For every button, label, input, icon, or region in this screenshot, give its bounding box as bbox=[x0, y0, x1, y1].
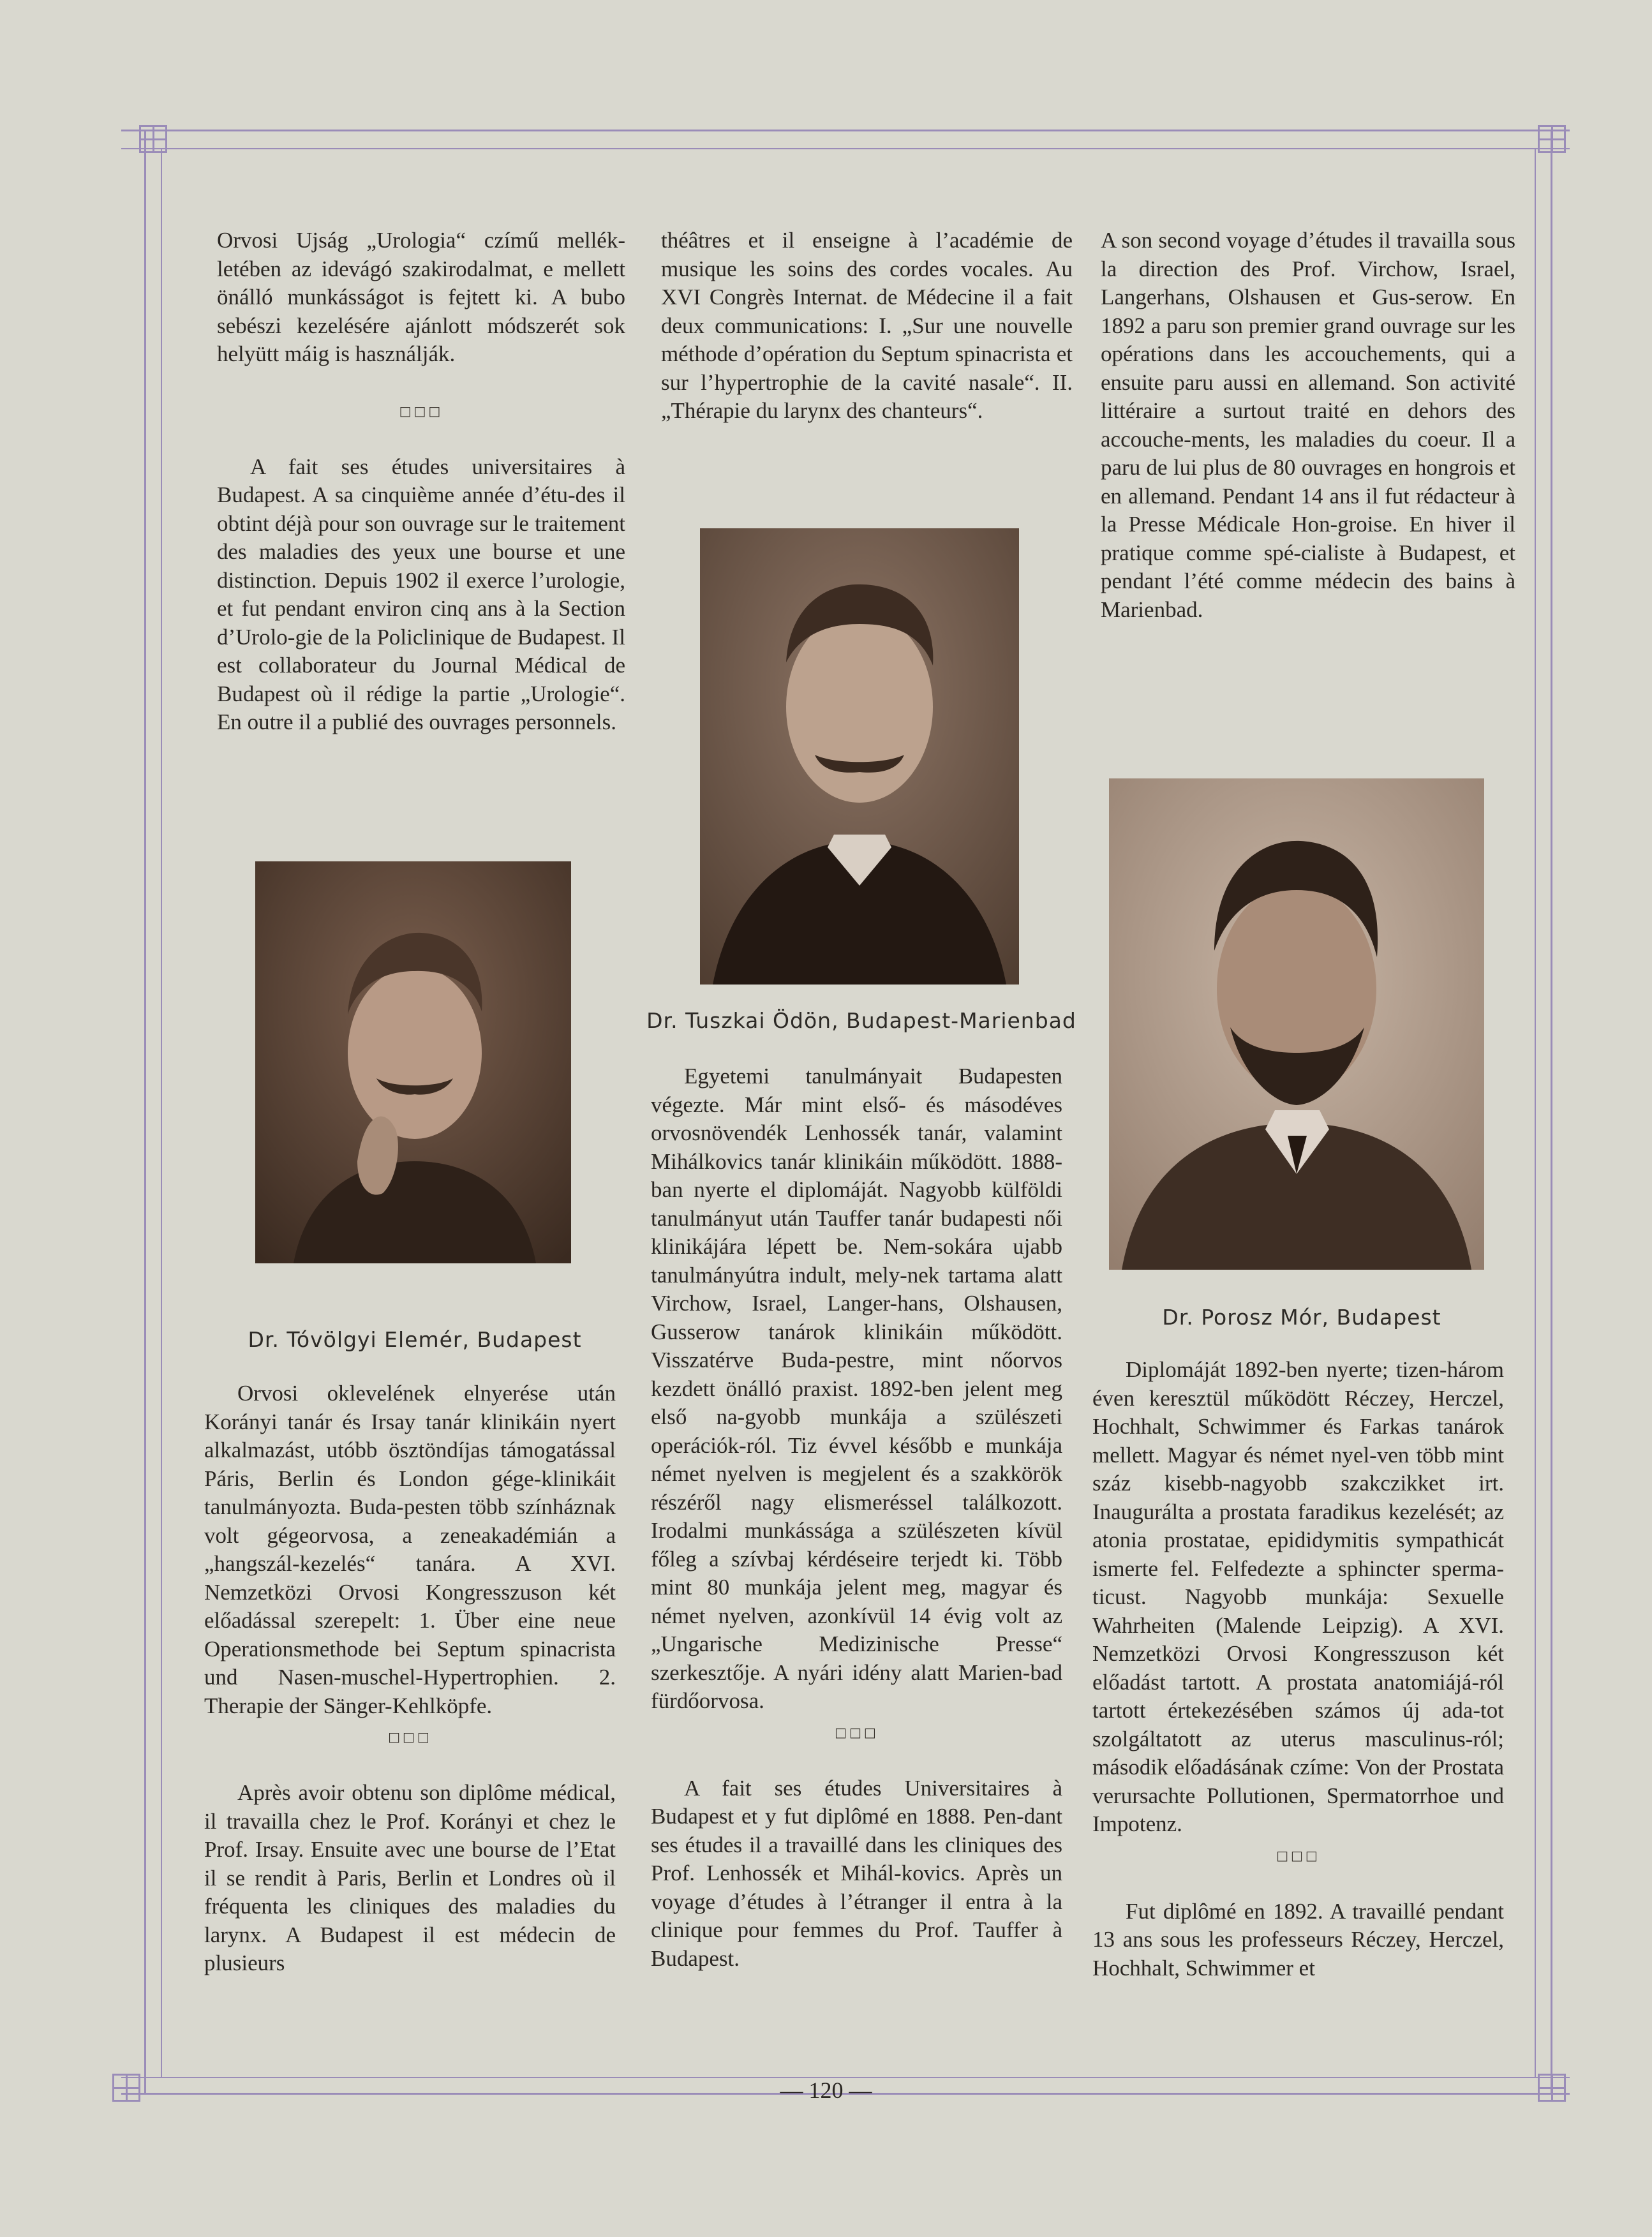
photo-caption-left: Dr. Tóvölgyi Elemér, Budapest bbox=[248, 1327, 582, 1352]
right-column-bottom bbox=[1092, 1356, 1504, 1982]
page-number: — 120 — bbox=[780, 2077, 872, 2103]
paragraph: Fut diplômé en 1892. A travaillé pendant 13 ans sous les professeurs Réczey, Herczel, Hochhalt, Schwimmer et bbox=[1092, 1898, 1504, 1981]
portrait-photo-tovolgyi bbox=[255, 861, 571, 1263]
section-separator: □□□ bbox=[388, 1729, 432, 1744]
section-separator: □□□ bbox=[1276, 1847, 1320, 1863]
paragraph: Après avoir obtenu son diplôme médical, il travailla chez le Prof. Korányi et chez le Prof. Irsay. Ensuite avec une bourse de l’Etat il se rendit à Paris, Berlin et Londres où il fréquenta les cliniques des maladies du larynx. A Budapest il est médecin de plusieurs bbox=[204, 1780, 616, 1975]
frame-top-inner bbox=[121, 148, 1570, 149]
frame-corner-ornament bbox=[139, 125, 167, 153]
frame-left-outer bbox=[144, 130, 146, 2095]
photo-caption-middle: Dr. Tuszkai Ödön, Budapest-Marienbad bbox=[646, 1008, 1076, 1033]
left-column-bottom bbox=[204, 1379, 616, 1978]
portrait-photo-tuszkai bbox=[700, 528, 1019, 985]
right-column-top bbox=[1101, 227, 1515, 624]
paragraph: A fait ses études Universitaires à Budapest et y fut diplômé en 1888. Pen-dant ses études il a travaillé dans les cliniques des Prof. Lenhossék et Mihál-kovics. Après un voyage d’études à l’étranger il entra à la clinique pour femmes du Prof. Tauffer à Budapest. bbox=[651, 1775, 1062, 1971]
paragraph: A son second voyage d’études il travailla sous la direction des Prof. Virchow, Israel, Langerhans, Olshausen et Gus-serow. En 1892 a paru son premier grand ouvrage sur les opérations dans les accouchements, qui a ensuite paru aussi en allemand. Son activité littéraire a surtout traité en dehors des accouche-ments, les maladies du coeur. Il a paru de lui plus de 80 ouvrages en hongrois et en allemand. Pendant 14 ans il fut rédacteur à la Presse Médicale Hon-groise. En hiver il pratique comme spé-cialiste à Budapest, et pendant l’été comme médecin des bains à Marienbad. bbox=[1101, 228, 1515, 622]
paragraph: théâtres et il enseigne à l’académie de musique les soins des cordes vocales. Au XVI Congrès Internat. de Médecine il a fait deux communications: I. „Sur une nouvelle méthode d’opération du Septum spinacrista et sur l’hypertrophie de la cavité nasale“. II. „Thérapie du larynx des chanteurs“. bbox=[661, 228, 1073, 423]
paragraph: Egyetemi tanulmányait Budapesten végezte. Már mint első- és másodéves orvosnövendék Lenhossék tanár, valamint Mihálkovics tanár klinikáin működött. 1888-ban nyerte el diplomáját. Nagyobb külföldi tanulmányut után Tauffer tanár budapesti női klinikájára lépett be. Nem-sokára ujabb tanulmányútra indult, mely-nek tartama alatt Virchow, Israel, Langer-hans, Olshausen, Gusserow tanárok klinikáin működött. Visszatérve Buda-pestre, mint nőorvos kezdett önálló praxist. 1892-ben jelent meg első na-gyobb munkája a szülészeti operációk-ról. Tiz évvel később e munkája német nyelven is megjelent és a szakkörök részéről nagy elismeréssel találkozott. Irodalmi munkássága a szülészeten kívül főleg a szívbaj kérdéseire terjedt ki. Több mint 80 munkája jelent meg, magyar és német nyelven, azonkívül 14 évig volt az „Ungarische Medizinische Presse“ szerkesztője. A nyári idény alatt Marien-bad fürdőorvosa. bbox=[651, 1064, 1062, 1713]
middle-column-top bbox=[661, 227, 1073, 426]
frame-right-outer bbox=[1551, 130, 1552, 2095]
middle-column-bottom bbox=[651, 1062, 1062, 1973]
paragraph: A fait ses études universitaires à Budapest. A sa cinquième année d’étu-des il obtint déjà pour son ouvrage sur le traitement des maladies des yeux une bourse et une distinction. Depuis 1902 il exerce l’urologie, et fut pendant environ cinq ans à la Section d’Urolo-gie de la Policlinique de Budapest. Il est collaborateur du Journal Médical de Budapest où il rédige la partie „Urologie“. En outre il a publié des ouvrages personnels. bbox=[217, 454, 625, 734]
portrait-photo-porosz bbox=[1109, 778, 1484, 1270]
photo-caption-right: Dr. Porosz Mór, Budapest bbox=[1162, 1305, 1441, 1330]
paragraph: Diplomáját 1892-ben nyerte; tizen-három éven keresztül működött Réczey, Herczel, Hochhalt, Schwimmer és Farkas tanárok mellett. Magyar és német nyel-ven több mint száz kisebb-nagyobb szakczikket irt. Inaugurálta a prostata faradikus kezelését; az atonia prostatae, epididymitis sympathicát ismerte fel. Felfedezte a sphincter sperma-ticust. Nagyobb munkája: Sexuelle Wahrheiten (Malende Leipzig). A XVI. Nemzetközi Orvosi Kongresszuson két előadást tartott. A prostata anatomiájá-ról tartott értekezésében számos új ada-tot szolgáltatott az uterus masculinus-ról; második előadásának czíme: Von der Prostata verursachte Pollutionen, Spermatorrhoe und Impotenz. bbox=[1092, 1357, 1504, 1836]
frame-top-outer bbox=[121, 130, 1570, 131]
section-separator: □□□ bbox=[835, 1724, 879, 1740]
paragraph: Orvosi oklevelének elnyerése után Korányi tanár és Irsay tanár klinikáin nyert alkalmazást, utóbb ösztöndíjas támogatással Páris, Berlin és London gége-klinikáit tanulmányozta. Buda-pesten több színháznak volt gégeorvosa, a zeneakadémián a „hangszál-kezelés“ tanára. A XVI. Nemzetközi Orvosi Kongresszuson két előadással szerepelt: 1. Über eine neue Operationsmethode bei Septum spinacrista und Nasen-muschel-Hypertrophien. 2. Therapie der Sänger-Kehlköpfe. bbox=[204, 1381, 616, 1718]
section-separator: □□□ bbox=[399, 403, 443, 419]
frame-left-inner bbox=[161, 148, 162, 2078]
frame-right-inner bbox=[1535, 148, 1536, 2078]
paragraph: Orvosi Ujság „Urologia“ czímű mellék-letében az idevágó szakirodalmat, e mellett önálló munkásságot is fejtett ki. A bubo sebészi kezelésére ajánlott módszerét sok helyütt máig is használják. bbox=[217, 228, 625, 366]
left-column-top bbox=[217, 227, 625, 737]
frame-corner-ornament bbox=[1538, 125, 1566, 153]
